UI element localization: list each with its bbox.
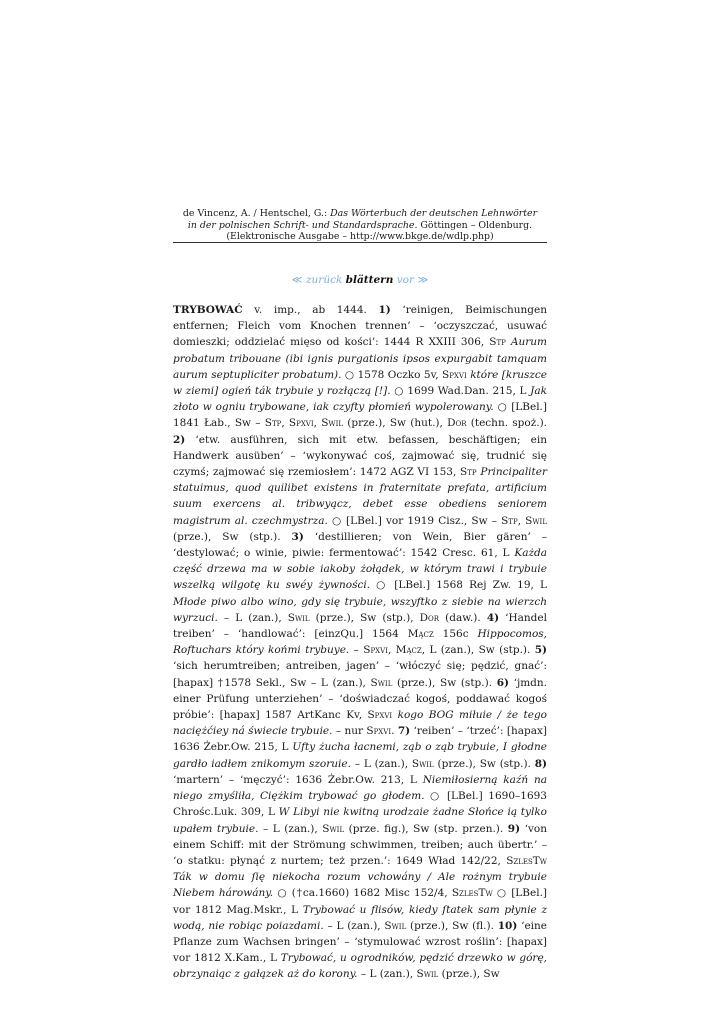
source-abbreviation: Stp xyxy=(264,417,282,430)
source-abbreviation: Swil xyxy=(416,968,439,981)
entry-text-segment: ○ 1699 Wad.Dan. 215, L xyxy=(390,385,531,398)
quotation-text: które [kruszce w ziemi] ogień ták trybuie y rozłączą [!]. xyxy=(173,368,548,398)
entry-text-segment: , xyxy=(517,514,526,527)
sense-number: 9) xyxy=(507,822,521,835)
entry-text-segment: – L (zan.), xyxy=(217,611,288,624)
entry-text-segment: ‘sich herumtreiben; antreiben, jagen’ – ‘włóczyć się; pędzić, gnać’: [hapax] †1578 Sekl., Sw – L (zan.), xyxy=(173,660,547,689)
entry-text-segment: ○ [LBel.] vor 1919 Cisz., Sw – xyxy=(327,514,502,527)
source-abbreviation: SzlesTw xyxy=(506,854,547,867)
source-abbreviation: Mącz xyxy=(407,628,434,641)
entry-text-segment: – L (zan.), xyxy=(323,919,385,932)
entry-text-segment: 156c xyxy=(433,628,478,641)
source-abbreviation: Swil xyxy=(370,676,393,689)
forward-link[interactable]: vor xyxy=(396,274,414,286)
source-abbreviation: Spxvi xyxy=(367,709,393,722)
sense-number: 6) xyxy=(496,676,509,689)
citation-header xyxy=(173,208,547,243)
source-abbreviation: Swil xyxy=(525,514,547,527)
quotation-text: kogo BOG miłuie / że tego naciężćiey ná świecie trybuie. xyxy=(173,709,547,738)
entry-text-segment: – xyxy=(349,644,364,657)
source-abbreviation: Stp xyxy=(489,336,506,349)
navigation-bar xyxy=(173,274,547,286)
sense-number: 7) xyxy=(397,725,411,738)
source-abbreviation: Swil xyxy=(411,757,434,770)
entry-text-segment: ‘reinigen, Beimischungen entfernen; Fleich vom Knochen trennen’ – ‘oczyszczać, usuwać domieszki; oddzielać mięso od kości’: 1444 R XXIII 306, xyxy=(173,304,547,349)
edition-note: (Elektronische Ausgabe – http://www.bkge.de/wdlp.php) xyxy=(226,231,494,243)
source-abbreviation: SzlesTw xyxy=(451,887,493,900)
sense-number: 2) xyxy=(173,433,186,446)
sense-number: 4) xyxy=(486,611,500,624)
entry-text-segment: (prze.), Sw (hut.), xyxy=(343,417,448,430)
quotation-text: Trybować u flisów, kiedy ſtatek sam płynie z wodą, nie robiąc poiazdami. xyxy=(173,903,547,932)
entry-text-segment: (prze.), Sw (fl.). xyxy=(406,919,498,932)
dictionary-title: Das Wörterbuch der deutschen Lehnwörter xyxy=(330,208,538,219)
sense-number: 1) xyxy=(378,304,391,316)
headword: TRYBOWAĆ xyxy=(173,304,243,316)
entry-text-segment: – nur xyxy=(332,725,367,738)
sense-number: 5) xyxy=(534,644,547,657)
dictionary-title-continued: in der polnischen Schrift- und Standardsprache. xyxy=(187,219,418,231)
entry-text-segment: , L (zan.), Sw (stp.). xyxy=(421,644,535,657)
source-abbreviation: Spxvi xyxy=(363,644,388,657)
citation-line-1 xyxy=(173,208,547,220)
entry-text-segment: , xyxy=(281,417,289,430)
source-abbreviation: Dor xyxy=(419,611,440,624)
source-abbreviation: Swil xyxy=(384,919,407,932)
quotation-text: Młode piwo albo wino, gdy się trybuie, wszyftko z siebie na wierzch wyrzuci. xyxy=(173,595,547,624)
quotation-text: Aurum probatum tribouane (ibi ignis purgationis ipsos expurgabit tamquam aurum septupliciter probatum). xyxy=(173,336,548,381)
entry-text-segment: ○ [LBel.] 1841 Łab., Sw – xyxy=(173,401,547,430)
forward-arrows[interactable]: ≫ xyxy=(417,274,429,286)
source-abbreviation: Swil xyxy=(287,611,310,624)
entry-text-segment: ○ [LBel.] 1568 Rej Zw. 19, L xyxy=(370,579,547,592)
entry-text-segment: (prze. fig.), Sw (stp. przen.). xyxy=(344,822,508,835)
quotation-text: Ták w domu ſię niekocha rozum vchowány / Ale rożnym trybuie Niebem hárowány. xyxy=(173,871,547,900)
citation-line-2 xyxy=(173,220,547,232)
entry-text-segment: , xyxy=(313,417,322,430)
sense-number: 10) xyxy=(497,919,518,932)
entry-text-segment: (prze.), Sw (stp.), xyxy=(309,611,420,624)
entry-text-segment: (prze.), Sw xyxy=(438,968,500,981)
entry-text-segment: (prze.), Sw (stp.). xyxy=(392,676,497,689)
source-abbreviation: Spxvi xyxy=(442,368,467,381)
quotation-text: Jak złoto w ogniu trybowane, iak czyfty płomień wypolerowany. xyxy=(173,385,547,414)
entry-text-segment: ‘martern’ – ‘męczyć’: 1636 Żebr.Ow. 213, L xyxy=(173,773,423,786)
entry-text-segment: (prze.), Sw (stp.). xyxy=(433,757,535,770)
quotation-text: Każda część drzewa ma w sobie iakoby żołądek, w którym trawi i trybuie wszelką wilgotę ku swéy żywności. xyxy=(173,547,547,592)
entry-text-segment: ○ 1578 Oczko 5v, xyxy=(341,368,443,381)
quotation-text: Niemiłosierną kaźń na niego zmyśliła, Ciężkim trybować go głodem. xyxy=(173,773,548,803)
quotation-text: W Libyi nie kwitną urodzaie żadne Słońce ią tylko upałem trybuie. xyxy=(173,806,547,835)
back-link[interactable]: zurück xyxy=(306,274,343,286)
entry-text-segment: – L (zan.), xyxy=(258,822,323,835)
source-abbreviation: Stp xyxy=(460,466,477,479)
entry-text-segment: . xyxy=(391,725,398,738)
entry-text-segment: ‘von einem Schiff: mit der Strömung schwimmen, treiben; auch übertr.’ – ‘o statku: płynąć z nurtem; też przen.’: 1649 Wład 142/22, xyxy=(173,822,547,867)
entry-text-segment: ‘reiben’ – ‘trzeć’: [hapax] 1636 Żebr.Ow. 215, L xyxy=(173,725,547,754)
quotation-text: Principaliter statuimus, quod quilibet existens in fraternitate prefata, artificium suum exercens al. tribwyącz, debet esse obediens seniorem magistrum al. czechmystrza. xyxy=(173,466,547,527)
entry-text-segment: , xyxy=(388,644,396,657)
source-abbreviation: Stp xyxy=(501,514,518,527)
sense-number: 3) xyxy=(291,530,304,543)
source-abbreviation: Mącz xyxy=(395,644,422,657)
source-abbreviation: Swil xyxy=(322,822,345,835)
entry-text-segment: ○ [LBel.] vor 1812 Mag.Mskr., L xyxy=(173,887,547,916)
entry-text-segment: ○ [LBel.] 1690–1693 Chrośc.Luk. 309, L xyxy=(173,790,547,819)
entry-text-segment: (prze.), Sw (stp.). xyxy=(173,530,292,543)
entry-text-segment: – L (zan.), xyxy=(357,968,417,981)
authors: de Vincenz, A. / Hentschel, G.: xyxy=(182,208,331,219)
entry-text-segment: (techn. spoż.). xyxy=(466,417,548,430)
quotation-text: Ufty żucha łacnemi, ząb o ząb trybuie, I głodne gardło iadłem znikomym szoruie. xyxy=(173,741,547,770)
entry-text-segment: ‘Handel treiben’ – ‘handlować’: [einzQu.] 1564 xyxy=(173,611,547,641)
quotation-text: Hippocomos, Roftuchars który końmi trybuye. xyxy=(173,628,547,657)
entry-paragraph xyxy=(173,302,547,983)
browse-label: blättern xyxy=(345,274,394,286)
quotation-text: Trybować, u ogrodników, pędzić drzewko w górę, obrzynaiąc z gałązek aż do korony. xyxy=(173,952,547,981)
dictionary-entry xyxy=(173,302,547,983)
entry-text-segment: ‘etw. ausführen, sich mit etw. befassen, beschäftigen; ein Handwerk ausüben’ – ‘wykonywać coś, zajmować się, trudnić się czymś; zajmować się rzemiosłem’: 1472 AGZ VI 153, xyxy=(173,433,547,479)
entry-text-segment: (daw.). xyxy=(439,611,487,624)
entry-text-segment: ○ (†ca.1660) 1682 Misc 152/4, xyxy=(273,887,452,900)
source-abbreviation: Spxvi xyxy=(366,725,392,738)
entry-text-segment: ‘jmdn. einer Prüfung unterziehen’ – ‘doświadczać kogoś, poddawać kogoś próbie’: [hapax] 1587 ArtKanc Kv, xyxy=(173,676,547,722)
back-arrows[interactable]: ≪ xyxy=(291,274,303,286)
header-divider xyxy=(173,242,547,243)
entry-text-segment: v. imp., ab 1444. xyxy=(242,304,379,316)
source-abbreviation: Swil xyxy=(321,417,344,430)
source-abbreviation: Spxvi xyxy=(288,417,314,430)
entry-text-segment: ‘destillieren; von Wein, Bier gären’ – ‘destylować; o winie, piwie: fermentować’: 1542 Cresc. 61, L xyxy=(173,530,547,560)
source-abbreviation: Dor xyxy=(447,417,467,430)
entry-text-segment: – L (zan.), xyxy=(350,757,412,770)
publisher-place: Göttingen – Oldenburg. xyxy=(417,219,533,231)
entry-text-segment: ‘eine Pflanze zum Wachsen bringen’ – ‘stymulować wzrost roślin’: [hapax] vor 1812 X.Kam., L xyxy=(173,919,547,965)
sense-number: 8) xyxy=(534,757,547,770)
